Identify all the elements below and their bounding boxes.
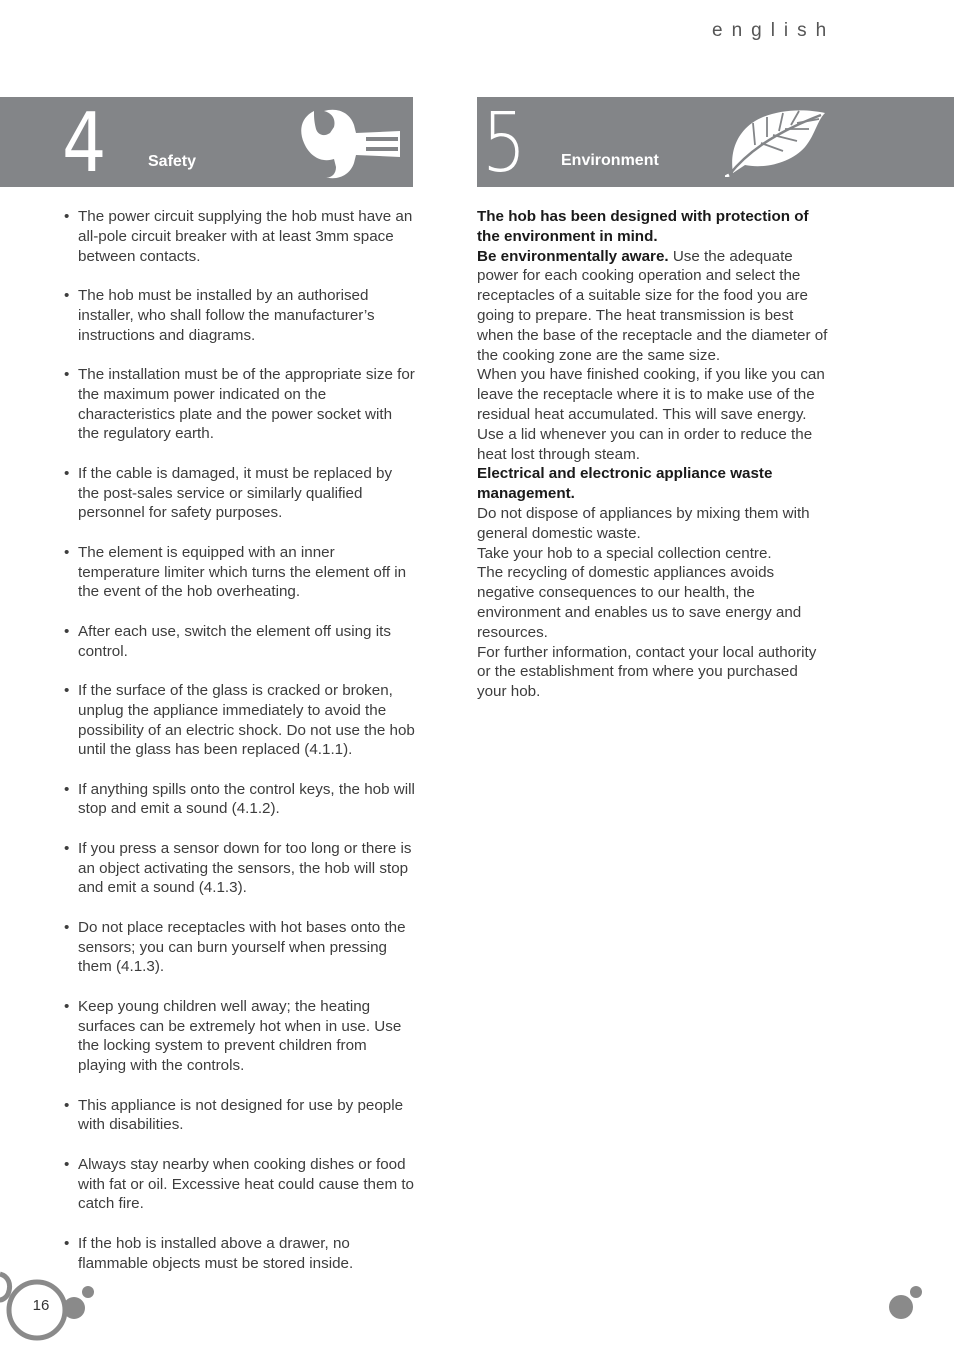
list-item: • Keep young children well away; the heating surfaces can be extremely hot when in use. Use the locking system to prevent children from playing with the controls.	[64, 997, 416, 1076]
section-number: 5	[482, 96, 527, 191]
env-intro	[477, 207, 829, 247]
env-aware-paragraph	[477, 247, 829, 366]
list-item: • If the cable is damaged, it must be replaced by the post-sales service or similarly qualified personnel for safety purposes.	[64, 464, 416, 523]
page-number: 16	[32, 1297, 50, 1314]
list-item: • If the surface of the glass is cracked or broken, unplug the appliance immediately to avoid the possibility of an electric shock. Do not use the hob until the glass has been replaced (4.1.1).	[64, 681, 416, 760]
env-lid-paragraph: Use a lid whenever you can in order to reduce the heat lost through steam.	[477, 425, 813, 463]
env-residual-paragraph: When you have finished cooking, if you like you can leave the receptacle where it is to make use of the residual heat accumulated. This will save energy.	[477, 366, 825, 423]
list-item: • The installation must be of the appropriate size for the maximum power indicated on the characteristics plate and the power socket with the regulatory earth.	[64, 365, 416, 444]
list-item: • The hob must be installed by an authorised installer, who shall follow the manufacturer’s instructions and diagrams.	[64, 286, 416, 345]
env-collection-paragraph: Take your hob to a special collection centre.	[477, 544, 772, 562]
environment-section-header	[477, 96, 954, 191]
env-intro-bold: The hob has been designed with protection of the environment in mind.	[477, 208, 809, 245]
list-item: • If anything spills onto the control keys, the hob will stop and emit a sound (4.1.2).	[64, 780, 416, 820]
list-item: • Do not place receptacles with hot bases onto the sensors; you can burn yourself when pressing them (4.1.3).	[64, 918, 416, 977]
env-aware-text: Use the adequate power for each cooking operation and select the receptacles of a suitable size for the food you are going to prepare. The heat transmission is best when the base of the receptacle and the diameter of the cooking zone are the same size.	[477, 247, 828, 364]
safety-list	[64, 207, 416, 1273]
wrench-icon	[296, 107, 404, 181]
language-label: english	[712, 20, 836, 41]
env-waste-bold: Electrical and electronic appliance waste management.	[477, 465, 773, 503]
section-title: Safety	[148, 153, 197, 170]
env-dispose-paragraph: Do not dispose of appliances by mixing them with general domestic waste.	[477, 504, 810, 542]
env-aware-bold: Be environmentally aware.	[477, 247, 669, 265]
list-item: • If you press a sensor down for too long or there is an object activating the sensors, the hob will stop and emit a sound (4.1.3).	[64, 839, 416, 898]
safety-list-column	[64, 207, 416, 1293]
section-title: Environment	[561, 152, 659, 169]
list-item: • This appliance is not designed for use by people with disabilities.	[64, 1096, 416, 1136]
list-item: • The element is equipped with an inner temperature limiter which turns the element off in the event of the hob overheating.	[64, 543, 416, 602]
environment-text-column	[477, 207, 829, 702]
env-waste-heading	[477, 464, 829, 504]
list-item: • The power circuit supplying the hob must have an all-pole circuit breaker with at least 3mm space between contacts.	[64, 207, 416, 266]
footer-dots-decoration	[880, 1280, 930, 1324]
list-item: • After each use, switch the element off using its control.	[64, 622, 416, 662]
env-info-paragraph: For further information, contact your local authority or the establishment from where you purchased your hob.	[477, 643, 817, 701]
list-item: • If the hob is installed above a drawer, no flammable objects must be stored inside.	[64, 1234, 416, 1274]
list-item: • Always stay nearby when cooking dishes or food with fat or oil. Excessive heat could cause them to catch fire.	[64, 1155, 416, 1214]
env-recycling-paragraph: The recycling of domestic appliances avoids negative consequences to our health, the environment and enables us to save energy and resources.	[477, 564, 802, 641]
safety-section-header	[0, 96, 413, 191]
leaf-icon	[725, 105, 829, 177]
section-number: 4	[62, 96, 107, 191]
